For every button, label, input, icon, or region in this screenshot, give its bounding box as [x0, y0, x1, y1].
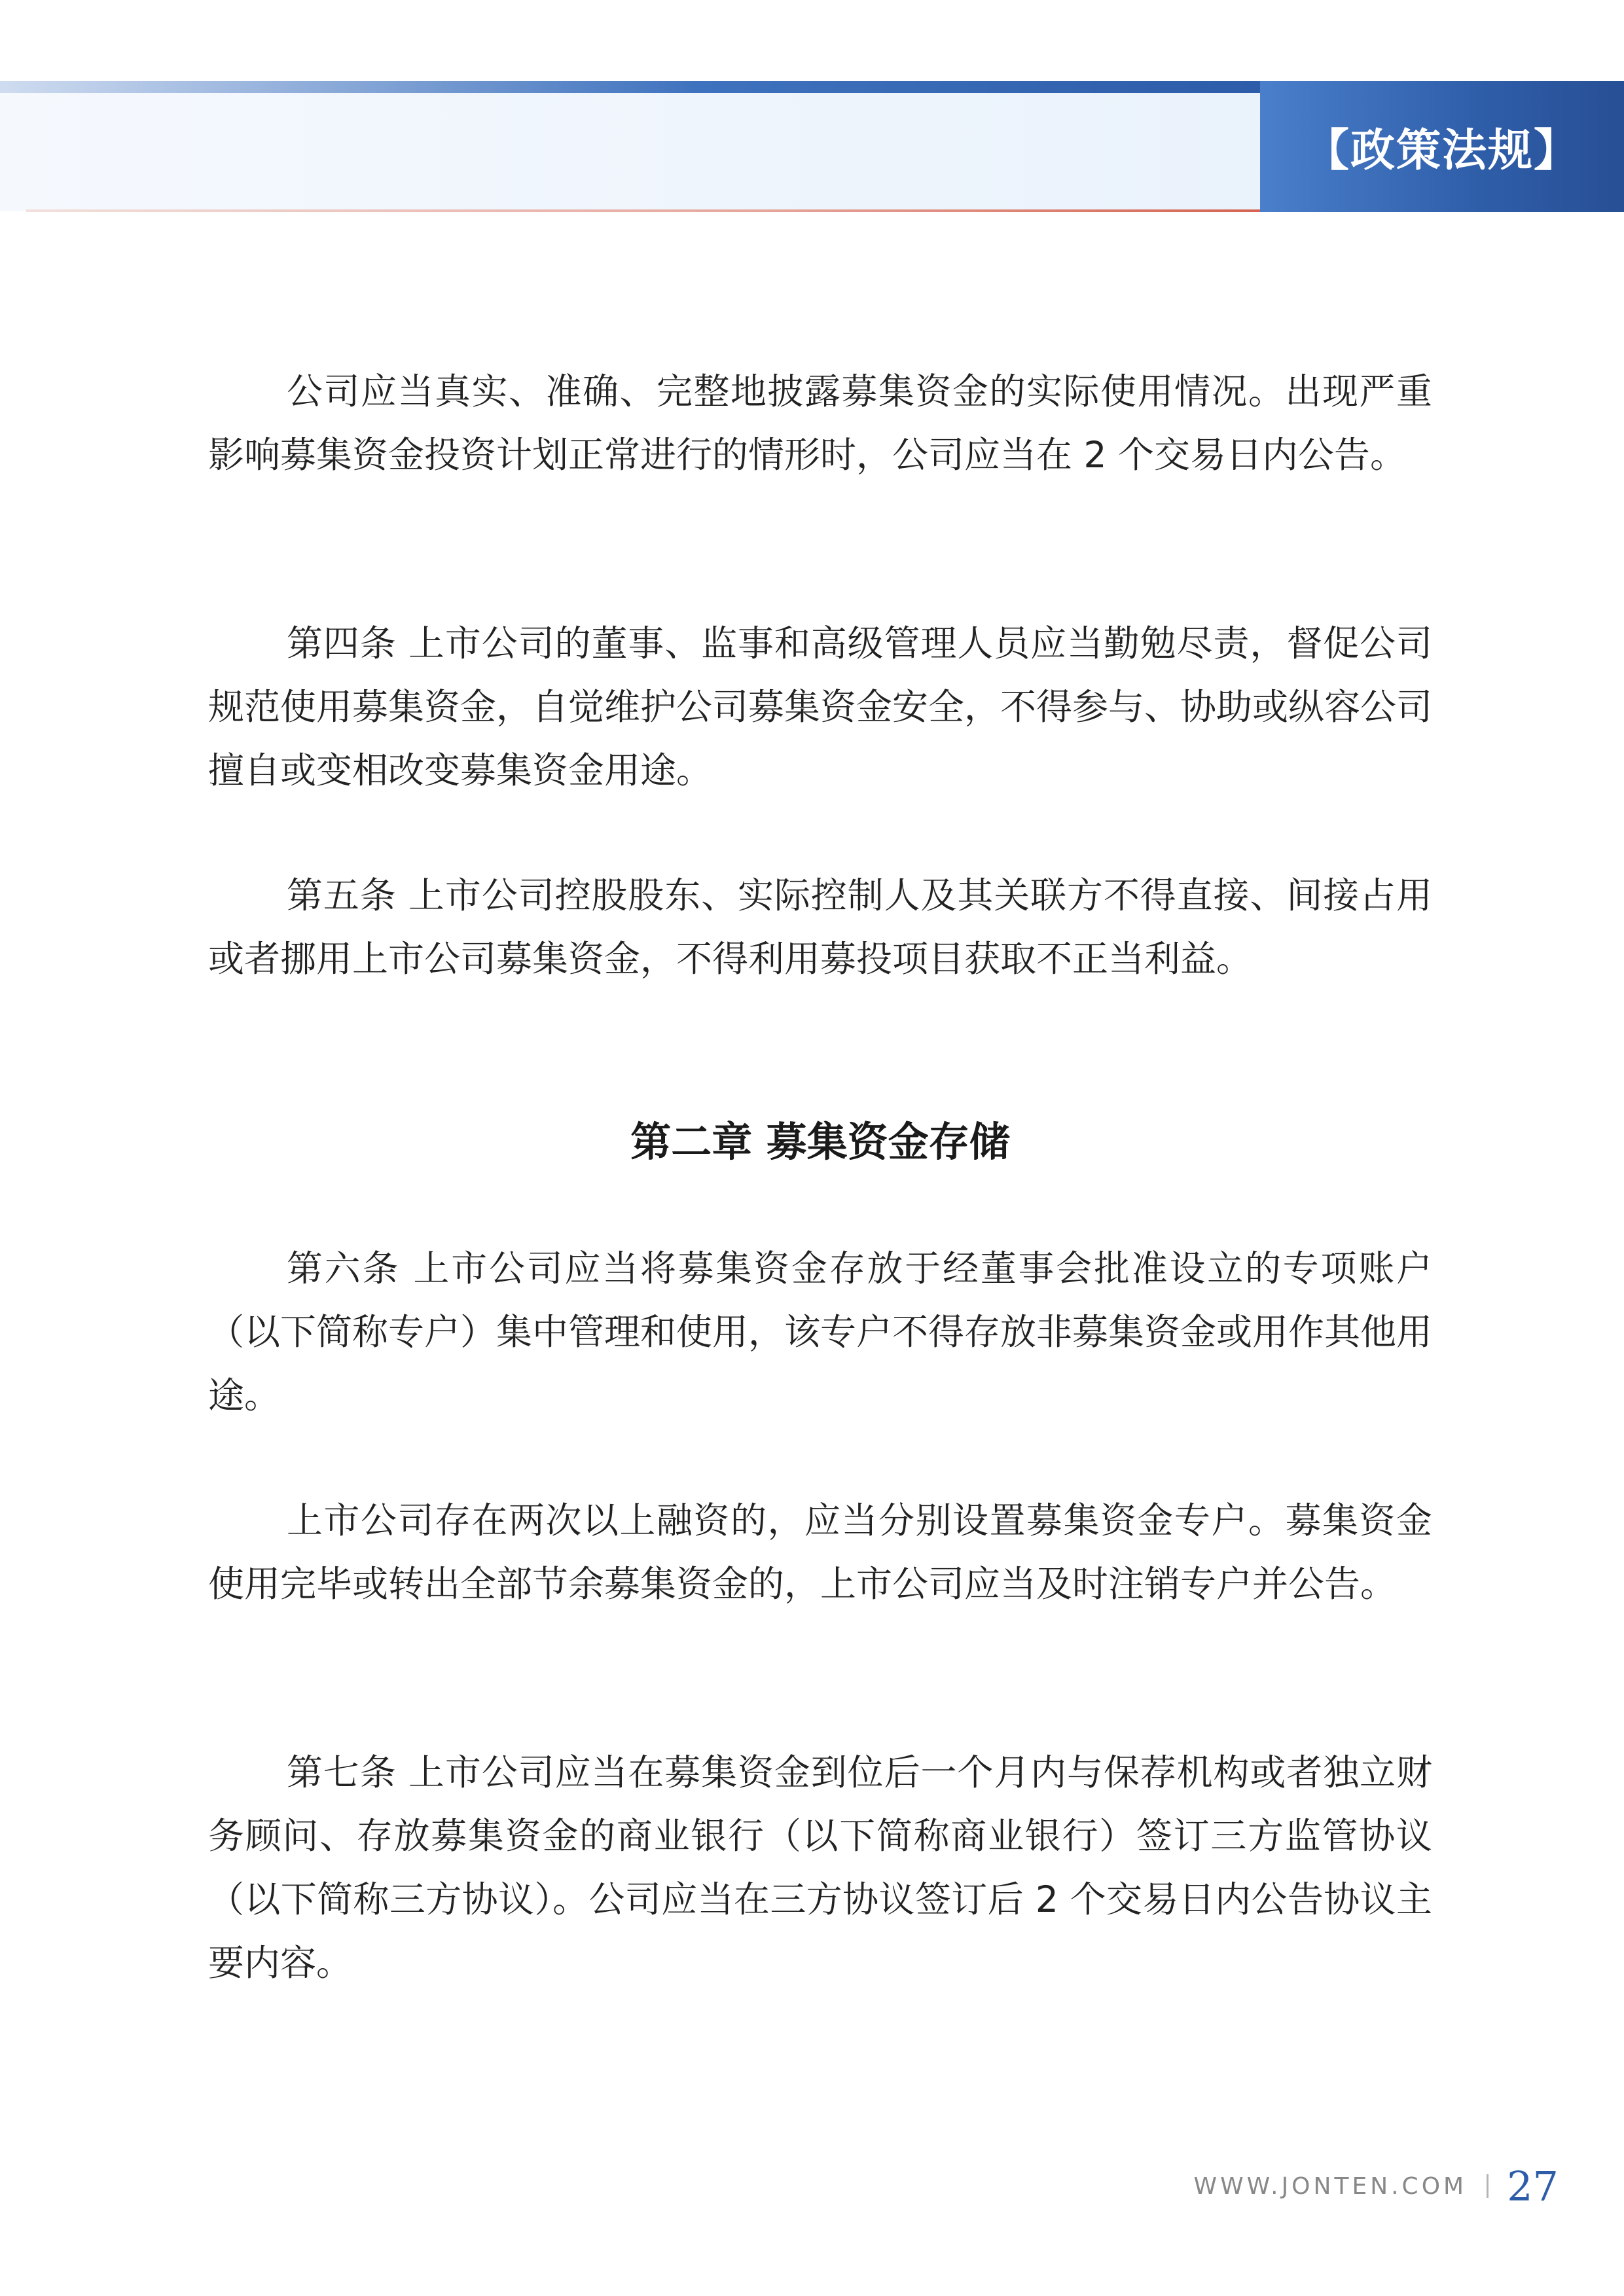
footer-divider — [1487, 2174, 1489, 2198]
section-tag — [1260, 81, 1624, 212]
paragraph-article-4: 第四条 上市公司的董事、监事和高级管理人员应当勤勉尽责，督促公司规范使用募集资金，自觉维护公司募集资金安全，不得参与、协助或纵容公司擅自或变相改变募集资金用途。 — [208, 622, 1433, 791]
paragraph-article-5: 第五条 上市公司控股股东、实际控制人及其关联方不得直接、间接占用或者挪用上市公司募集资金，不得利用募投项目获取不正当利益。 — [208, 874, 1432, 980]
paragraph-multiple-financing: 上市公司存在两次以上融资的，应当分别设置募集资金专户。募集资金使用完毕或转出全部节余募集资金的，上市公司应当及时注销专户并公告。 — [208, 1499, 1432, 1605]
paragraph-article-6: 第六条 上市公司应当将募集资金存放于经董事会批准设立的专项账户（以下简称专户）集中管理和使用，该专户不得存放非募集资金或用作其他用途。 — [208, 1247, 1433, 1416]
footer-website: WWW.JONTEN.COM — [1193, 2172, 1468, 2200]
paragraph-article-7: 第七条 上市公司应当在募集资金到位后一个月内与保荐机构或者独立财务顾问、存放募集资金的商业银行（以下简称商业银行）签订三方监管协议（以下简称三方协议）。公司应当在三方协议签订后 2 个交易日内公告协议主要内容。 — [208, 1751, 1432, 1984]
paragraph-disclosure: 公司应当真实、准确、完整地披露募集资金的实际使用情况。出现严重影响募集资金投资计划正常进行的情形时，公司应当在 2 个交易日内公告。 — [208, 370, 1432, 476]
chapter-heading: 第二章 募集资金存储 — [630, 1118, 1010, 1166]
header-band — [0, 93, 1260, 211]
footer — [1193, 2160, 1559, 2212]
header-underline — [26, 209, 1260, 212]
page-number: 27 — [1507, 2162, 1559, 2210]
section-tag-label: 【政策法规】 — [1304, 124, 1579, 177]
header-top-line — [0, 81, 1263, 93]
